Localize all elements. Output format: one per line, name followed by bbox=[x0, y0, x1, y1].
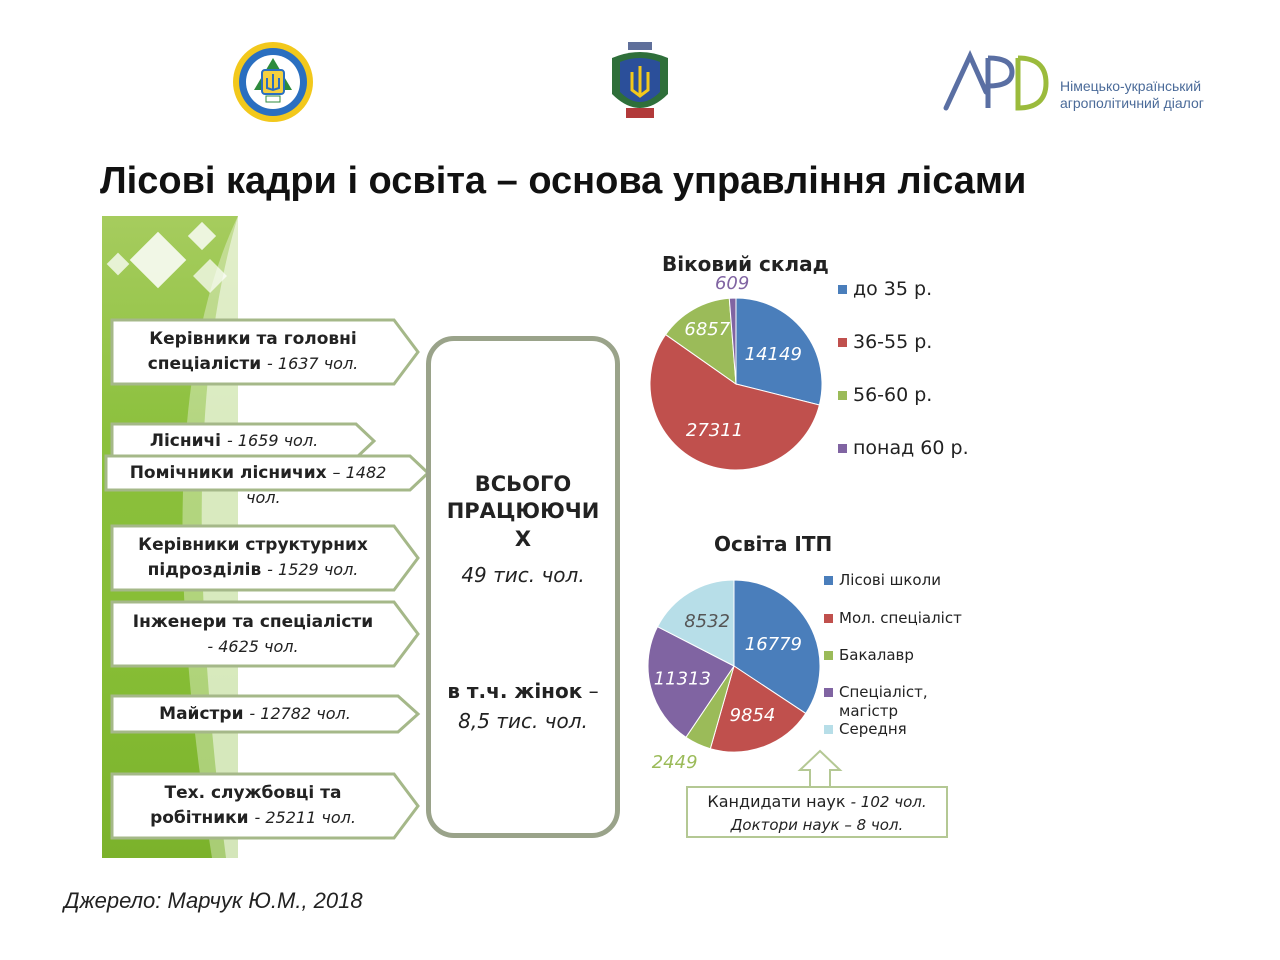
total-employees-box bbox=[426, 336, 620, 838]
staff-foresters-count: - 1659 чол. bbox=[226, 431, 319, 451]
legend-item-2 bbox=[824, 646, 914, 665]
pie-value-label-1: 9854 bbox=[729, 705, 776, 727]
staff-managers-name-2: спеціалісти bbox=[147, 354, 262, 374]
legend-item-0 bbox=[838, 278, 932, 302]
candidates-label: Кандидати наук bbox=[707, 792, 846, 811]
source-caption: Джерело: Марчук Ю.М., 2018 bbox=[64, 888, 363, 913]
university-emblem-logo bbox=[232, 40, 314, 124]
legend-item-1 bbox=[838, 331, 932, 355]
women-dash: – bbox=[582, 679, 599, 703]
staff-foresters-tag bbox=[112, 424, 374, 458]
doctors-label: Доктори наук – 8 чол. bbox=[730, 816, 904, 834]
staff-foremen-name: Майстри bbox=[159, 703, 244, 724]
pie-value-label-4: 8532 bbox=[684, 610, 731, 632]
education-pie-chart bbox=[636, 568, 836, 773]
legend-item-0 bbox=[824, 571, 941, 590]
legend-label-2: Бакалавр bbox=[839, 646, 914, 664]
total-label-1: ВСЬОГО bbox=[474, 472, 572, 496]
legend-swatch-0 bbox=[838, 285, 847, 294]
staff-workers-name: Тех. службовці та bbox=[164, 783, 342, 804]
legend-swatch-3 bbox=[824, 688, 833, 697]
staff-foremen-tag bbox=[112, 696, 418, 732]
staff-managers-tag bbox=[112, 320, 418, 384]
age-pie-chart bbox=[640, 273, 840, 486]
staff-unit-heads-tag bbox=[112, 526, 418, 590]
legend-swatch-4 bbox=[824, 725, 833, 734]
brand-line-2: агрополітичний діалог bbox=[1060, 94, 1204, 111]
legend-label-1: 36-55 р. bbox=[853, 331, 933, 353]
staff-unit-heads-name: Керівники структурних bbox=[138, 535, 368, 556]
staff-foremen-count: - 12782 чол. bbox=[249, 704, 351, 724]
candidates-count: - 102 чол. bbox=[850, 793, 927, 811]
staff-engineers-tag bbox=[112, 602, 418, 666]
staff-engineers-name: Інженери та спеціалісти bbox=[132, 612, 374, 633]
pie-value-label-1: 27311 bbox=[685, 419, 744, 441]
academic-degrees-box bbox=[686, 786, 948, 838]
legend-item-3 bbox=[824, 683, 969, 721]
university-coat-of-arms-logo bbox=[604, 40, 676, 122]
pie-value-label-3: 11313 bbox=[653, 668, 711, 690]
staff-assistants-tag bbox=[106, 456, 428, 490]
legend-swatch-2 bbox=[824, 651, 833, 660]
brand-line-1: Німецько-український bbox=[1060, 78, 1202, 94]
legend-label-4: Середня bbox=[839, 720, 907, 738]
total-label-3: Х bbox=[514, 526, 532, 551]
staff-workers-tag bbox=[112, 774, 418, 838]
legend-label-1: Мол. спеціаліст bbox=[839, 609, 962, 627]
total-amount: 49 тис. чол. bbox=[461, 563, 585, 587]
legend-item-3 bbox=[838, 437, 969, 461]
legend-swatch-0 bbox=[824, 576, 833, 585]
staff-unit-heads-name-2: підрозділів bbox=[147, 560, 262, 580]
pie-value-label-0: 16779 bbox=[744, 633, 803, 655]
staff-managers-count: - 1637 чол. bbox=[267, 354, 359, 373]
legend-item-4 bbox=[824, 720, 907, 739]
apd-logo bbox=[942, 50, 1054, 112]
legend-swatch-2 bbox=[838, 391, 847, 400]
legend-label-3: понад 60 р. bbox=[853, 437, 969, 459]
legend-item-1 bbox=[824, 609, 962, 628]
legend-swatch-3 bbox=[838, 444, 847, 453]
staff-workers-count: - 25211 чол. bbox=[254, 808, 356, 827]
total-label-2: ПРАЦЮЮЧИ bbox=[446, 499, 600, 524]
legend-label-2: 56-60 р. bbox=[853, 384, 933, 406]
pie-value-label-2: 2449 bbox=[651, 751, 698, 773]
age-chart-title: Віковий склад bbox=[662, 252, 829, 276]
pie-value-label-2: 6857 bbox=[684, 319, 731, 341]
legend-swatch-1 bbox=[824, 614, 833, 623]
women-amount: 8,5 тис. чол. bbox=[458, 709, 588, 733]
legend-item-2 bbox=[838, 384, 932, 408]
staff-managers-name: Керівники та головні bbox=[149, 329, 357, 350]
staff-assistants-count-unit: чол. bbox=[246, 488, 281, 507]
staff-workers-name-2: робітники bbox=[150, 808, 249, 828]
staff-unit-heads-count: - 1529 чол. bbox=[267, 560, 359, 579]
staff-engineers-count: - 4625 чол. bbox=[207, 636, 299, 656]
page-title: Лісові кадри і освіта – основа управління лісами bbox=[100, 160, 1027, 202]
brand-name bbox=[1060, 78, 1204, 112]
legend-label-0: до 35 р. bbox=[853, 278, 933, 300]
legend-label-0: Лісові школи bbox=[839, 571, 941, 589]
legend-label-3: Спеціаліст, магістр bbox=[839, 683, 928, 720]
pie-value-label-0: 14149 bbox=[744, 343, 802, 365]
pie-value-label-3: 609 bbox=[714, 273, 750, 295]
up-arrow-icon bbox=[798, 750, 842, 790]
staff-assistants-count: – 1482 bbox=[332, 463, 387, 483]
legend-swatch-1 bbox=[838, 338, 847, 347]
staff-foresters-name: Лісничі bbox=[149, 430, 222, 451]
education-chart-title: Освіта ІТП bbox=[714, 532, 833, 556]
women-label: в т.ч. жінок bbox=[447, 679, 583, 703]
staff-assistants-name: Помічники лісничих bbox=[129, 462, 327, 483]
